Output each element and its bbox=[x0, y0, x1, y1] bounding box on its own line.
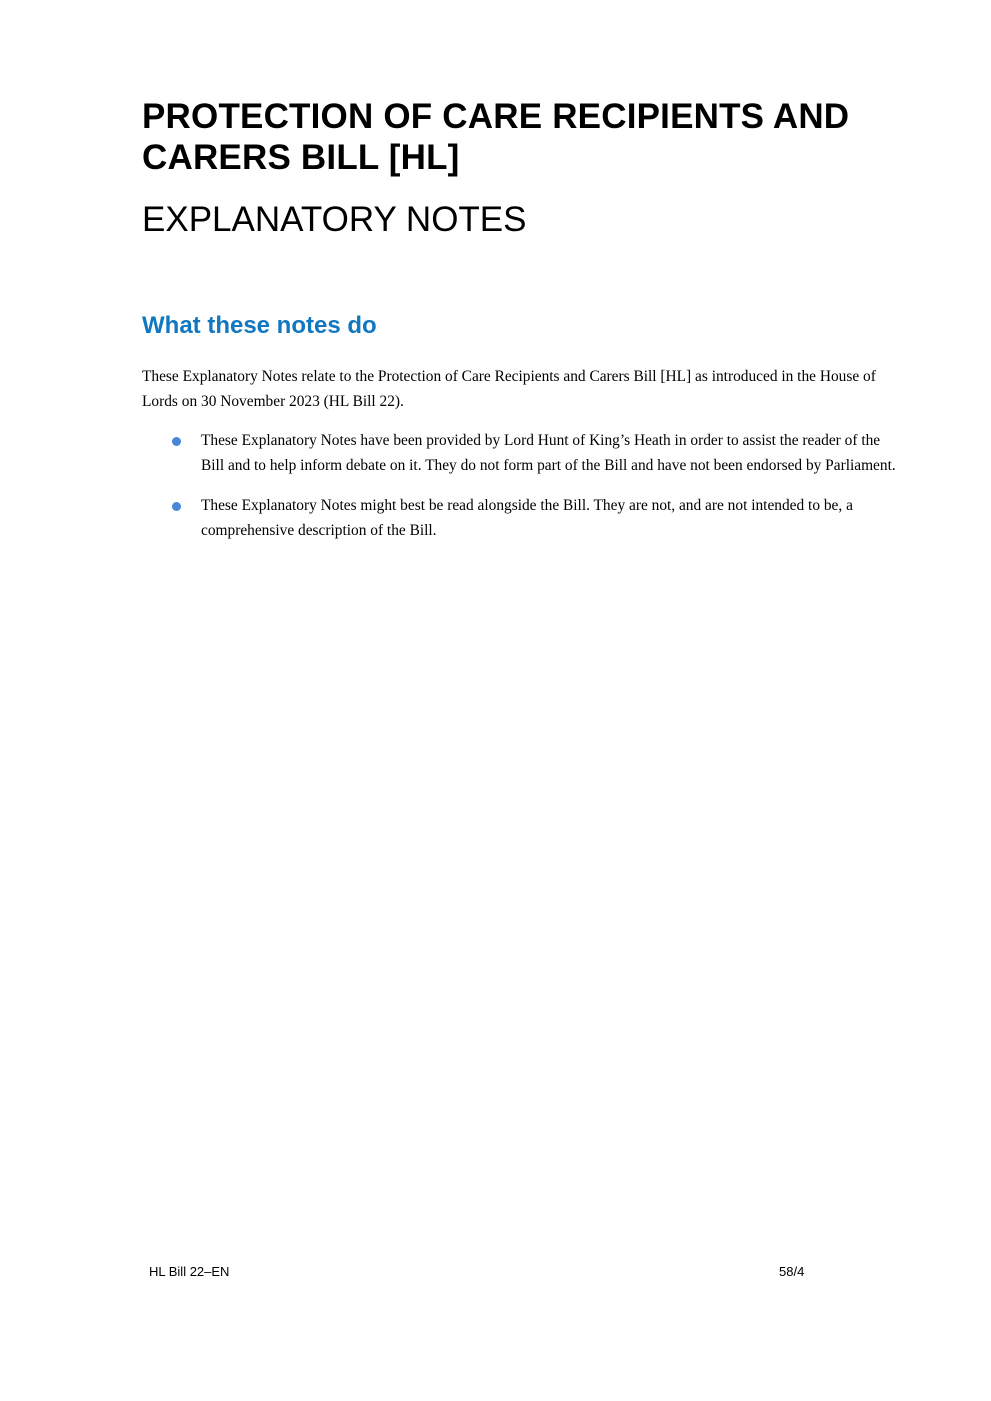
section-heading: What these notes do bbox=[142, 312, 377, 339]
bullet-dot-icon bbox=[172, 437, 181, 446]
bullet-list bbox=[142, 429, 902, 559]
bullet-text: These Explanatory Notes might best be read alongside the Bill. They are not, and are not intended to be, a comprehensive description of the Bill. bbox=[201, 497, 853, 539]
bullet-text: These Explanatory Notes have been provided by Lord Hunt of King’s Heath in order to assist the reader of the Bill and to help inform debate on it. They do not form part of the Bill and have not been endorsed by Parliament. bbox=[201, 432, 896, 474]
footer-bill-reference: HL Bill 22–EN bbox=[149, 1264, 230, 1279]
document-subtitle: EXPLANATORY NOTES bbox=[142, 200, 527, 239]
intro-paragraph: These Explanatory Notes relate to the Protection of Care Recipients and Carers Bill [HL] as introduced in the House of Lords on 30 November 2023 (HL Bill 22). bbox=[142, 368, 876, 410]
bullet-item bbox=[142, 429, 902, 478]
footer-print-reference: 58/4 bbox=[779, 1264, 805, 1279]
bullet-item bbox=[142, 494, 902, 543]
document-title: PROTECTION OF CARE RECIPIENTS AND CARERS BILL [HL] bbox=[142, 97, 850, 177]
bullet-dot-icon bbox=[172, 502, 181, 511]
